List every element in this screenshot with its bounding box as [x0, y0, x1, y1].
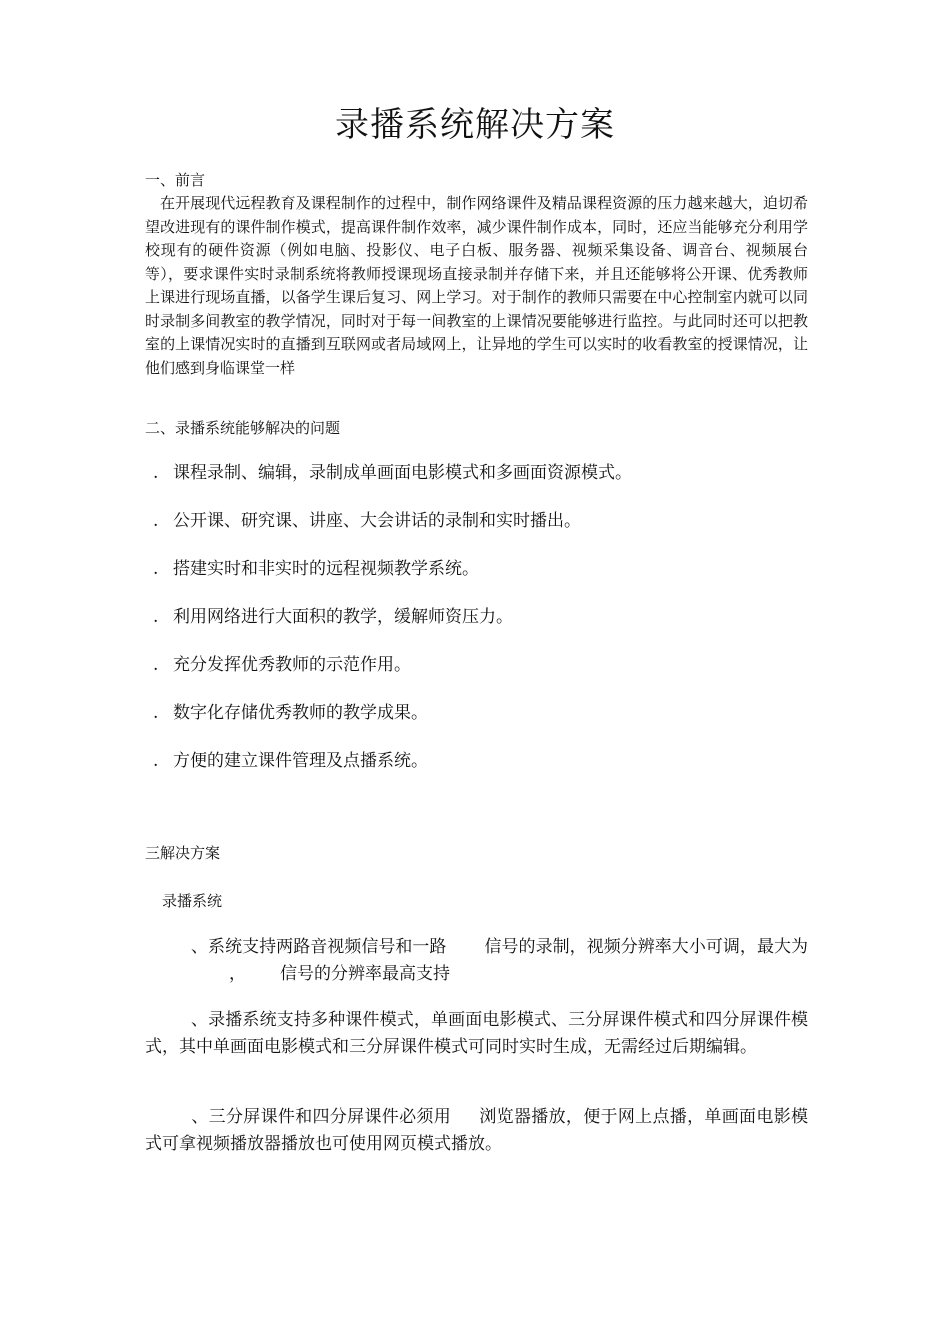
bullet-marker: .	[153, 463, 159, 483]
paragraph-text: 浏览器播放，便于网上点播，单画面电影模式可拿视频播放器播放也可使用网页模式播放。	[145, 1107, 809, 1154]
paragraph-text: 信号的录制，视频分辨率大小可调，最大为	[484, 937, 809, 957]
solution-paragraph-2: 、录播系统支持多种课件模式，单画面电影模式、三分屏课件模式和四分屏课件模式，其中单画面电影模式和三分屏课件模式可同时实时生成，无需经过后期编辑。	[145, 1010, 808, 1057]
list-item-text: 利用网络进行大面积的教学，缓解师资压力。	[173, 607, 513, 627]
problems-list	[145, 460, 808, 796]
paragraph-text: 信号的分辨率最高支持	[280, 963, 450, 984]
bullet-marker: .	[153, 607, 159, 627]
bullet-marker: .	[153, 559, 159, 579]
paragraph-text: 、系统支持两路音视频信号和一路	[191, 937, 447, 957]
list-item	[145, 508, 808, 556]
section-heading-solution: 三解决方案	[145, 844, 221, 862]
section-heading-preface: 一、前言	[145, 171, 206, 189]
paragraph-text: 、三分屏课件和四分屏课件必须用	[191, 1107, 452, 1127]
list-item	[145, 652, 808, 700]
list-item	[145, 556, 808, 604]
list-item-text: 充分发挥优秀教师的示范作用。	[173, 655, 411, 675]
paragraph-text: ，	[229, 963, 246, 984]
section-heading-problems: 二、录播系统能够解决的问题	[145, 419, 341, 437]
bullet-marker: .	[153, 703, 159, 723]
list-item	[145, 460, 808, 508]
list-item	[145, 700, 808, 748]
bullet-marker: .	[153, 655, 159, 675]
solution-paragraph-1	[145, 934, 808, 987]
list-item	[145, 748, 808, 796]
bullet-marker: .	[153, 751, 159, 771]
list-item-text: 方便的建立课件管理及点播系统。	[173, 751, 428, 771]
list-item-text: 课程录制、编辑，录制成单画面电影模式和多画面资源模式。	[173, 463, 632, 483]
document-title: 录播系统解决方案	[335, 105, 615, 145]
preface-paragraph: 在开展现代远程教育及课程制作的过程中，制作网络课件及精品课程资源的压力越来越大，迫切希望改进现有的课件制作模式，提高课件制作效率，减少课件制作成本，同时，还应当能够充分利用学校现有的硬件资源（例如电脑、投影仪、电子白板、服务器、视频采集设备、调音台、视频展台等），要求课件实时录制系统将教师授课现场直接录制并存储下来，并且还能够将公开课、优秀教师上课进行现场直播，以备学生课后复习、网上学习。对于制作的教师只需要在中心控制室内就可以同时录制多间教室的教学情况，同时对于每一间教室的上课情况要能够进行监控。与此同时还可以把教室的上课情况实时的直播到互联网或者局域网上，让异地的学生可以实时的收看教室的授课情况，让他们感到身临课堂一样	[145, 194, 808, 377]
bullet-marker: .	[153, 511, 159, 531]
solution-paragraph-3	[145, 1104, 808, 1157]
list-item-text: 公开课、研究课、讲座、大会讲话的录制和实时播出。	[173, 511, 581, 531]
subsection-heading-recording-system: 录播系统	[162, 892, 223, 910]
list-item-text: 数字化存储优秀教师的教学成果。	[173, 703, 428, 723]
list-item	[145, 604, 808, 652]
list-item-text: 搭建实时和非实时的远程视频教学系统。	[173, 559, 479, 579]
